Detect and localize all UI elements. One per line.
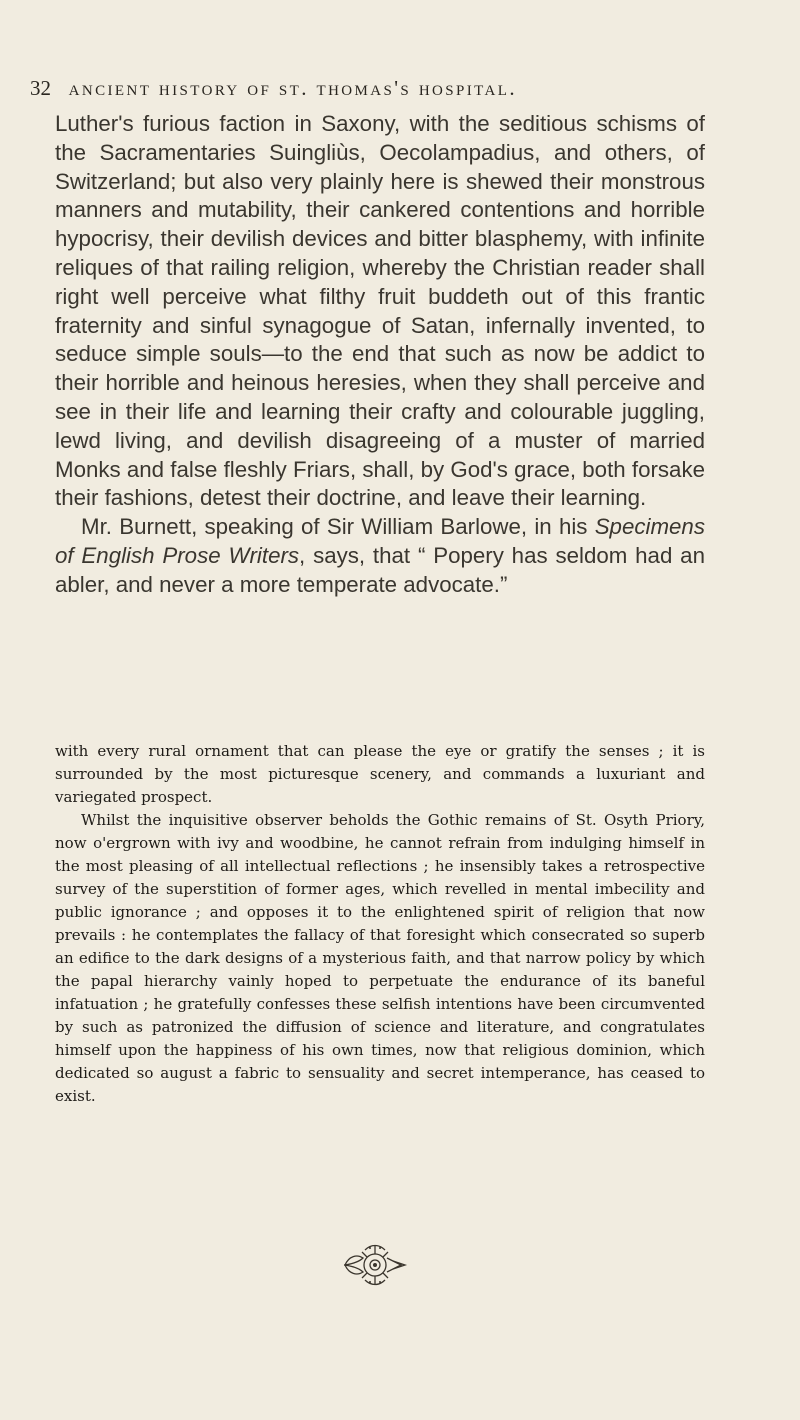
excerpt-paragraph-1: with every rural ornament that can please the eye or gratify the senses ; it is surrounded by the most picturesque scenery, and commands a luxuriant and variegated prospect. — [55, 742, 705, 806]
running-header — [30, 76, 730, 101]
excerpt-paragraph-2: Whilst the inquisitive observer beholds the Gothic remains of St. Osyth Priory, now o'ergrown with ivy and woodbine, he cannot refrain from indulging himself in the most pleasing of all intellectual reflections ; he insensibly takes a retrospective survey of the superstition of former ages, which revelled in mental imbecility and public ignorance ; and opposes it to the enlightened spirit of religion that now prevails : he contemplates the fallacy of that foresight which consecrated so superb an edifice to the dark designs of a mysterious faith, and that narrow policy by which the papal hierarchy vainly hoped to perpetuate the endurance of its baneful infatuation ; he gratefully confesses these selfish intentions have been circumvented by such as patronized the diffusion of science and literature, and congratulates himself upon the happiness of his own times, now that religious dominion, which dedicated so august a fabric to sensuality and secret intemperance, has ceased to exist. — [55, 811, 705, 1105]
main-paragraph-1: Luther's furious faction in Saxony, with the seditious schisms of the Sacramentaries Suingliùs, Oecolampadius, and others, of Switzerland; but also very plainly here is shewed their monstrous manners and mutability, their cankered contentions and horrible hypocrisy, their devilish devices and bitter blasphemy, with infinite reliques of that railing religion, whereby the Christian reader shall right well perceive what filthy fruit buddeth out of this frantic fraternity and sinful synagogue of Satan, infernally invented, to seduce simple souls—to the end that such as now be addict to their horrible and heinous heresies, when they shall perceive and see in their life and learning their crafty and colourable juggling, lewd living, and devilish disagreeing of a muster of married Monks and false fleshly Friars, shall, by God's grace, both forsake their fashions, detest their doctrine, and leave their learning. — [55, 111, 705, 511]
printers-ornament-icon — [335, 1240, 415, 1290]
excerpt-text — [55, 740, 705, 1108]
book-title: Specimens of English Prose Writers — [55, 514, 705, 568]
paragraph-2-lead: Mr. Burnett, speaking of Sir William Barlowe, in his — [81, 514, 595, 540]
main-paragraph-2 — [55, 513, 705, 599]
page-number: 32 — [30, 76, 51, 100]
main-text — [55, 110, 705, 600]
running-title: ancient history of st. thomas's hospital. — [68, 76, 517, 100]
paragraph-2-quote: , says, that “ Popery has seldom had an abler, and never a more temperate advocate.” — [55, 542, 705, 597]
